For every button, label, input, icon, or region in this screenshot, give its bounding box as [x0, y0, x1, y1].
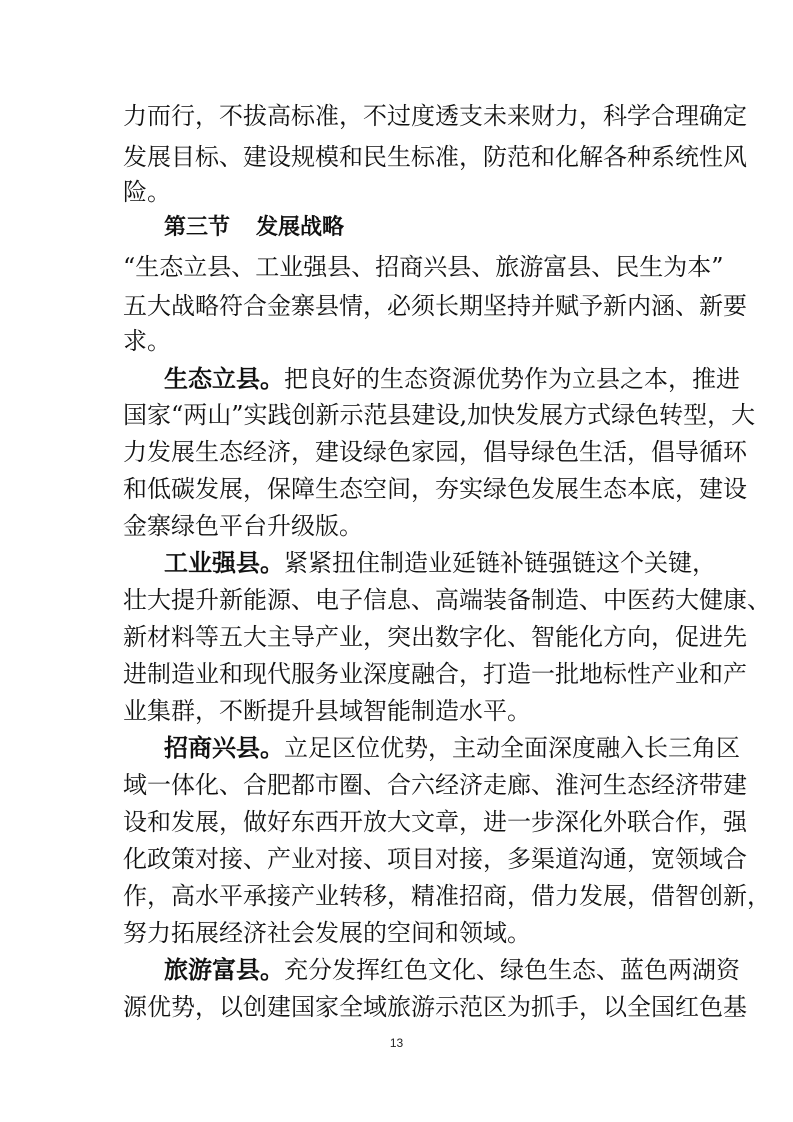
text-line: 力发展生态经济，建设绿色家园，倡导绿色生活，倡导循环 — [123, 438, 747, 466]
text-line: 设和发展，做好东西开放大文章，进一步深化外联合作，强 — [123, 808, 747, 836]
text-line: 五大战略符合金寨县情，必须长期坚持并赋予新内涵、新要 — [123, 292, 747, 320]
text-line: 业集群，不断提升县域智能制造水平。 — [123, 697, 531, 725]
text-line: 险。 — [123, 178, 171, 206]
strategy-term-investment: 招商兴县。 — [164, 733, 284, 762]
page-number: 13 — [389, 1036, 404, 1050]
text-line: 和低碳发展，保障生态空间，夯实绿色发展生态本底，建设 — [123, 475, 747, 503]
section-number: 第三节 — [164, 214, 231, 240]
paragraph-first-line: 旅游富县。充分发挥红色文化、绿色生态、蓝色两湖资 — [164, 955, 740, 984]
text-line: 国家“两山”实践创新示范县建设,加快发展方式绿色转型，大 — [123, 401, 756, 429]
text-line: 求。 — [123, 327, 171, 355]
text-line: 金寨绿色平台升级版。 — [123, 512, 363, 540]
text-line: 力而行，不拔高标准，不过度透支未来财力，科学合理确定 — [123, 102, 747, 130]
strategy-term-industry: 工业强县。 — [164, 548, 284, 577]
text-line: 新材料等五大主导产业，突出数字化、智能化方向，促进先 — [123, 623, 747, 651]
text-line: 域一体化、合肥都市圈、合六经济走廊、淮河生态经济带建 — [123, 771, 747, 799]
strategy-term-tourism: 旅游富县。 — [164, 955, 284, 984]
section-title: 发展战略 — [256, 214, 345, 240]
text-line: 进制造业和现代服务业深度融合，打造一批地标性产业和产 — [123, 660, 747, 688]
text-line: 作，高水平承接产业转移，精准招商，借力发展，借智创新， — [123, 882, 771, 910]
text-line: 化政策对接、产业对接、项目对接，多渠道沟通，宽领域合 — [123, 845, 747, 873]
text-line: 源优势，以创建国家全域旅游示范区为抓手，以全国红色基 — [123, 993, 747, 1021]
text-line: “生态立县、工业强县、招商兴县、旅游富县、民生为本” — [123, 253, 724, 281]
paragraph-first-line: 工业强县。紧紧扭住制造业延链补链强链这个关键， — [164, 548, 716, 577]
text-line: 壮大提升新能源、电子信息、高端装备制造、中医药大健康、 — [123, 586, 771, 614]
section-heading — [164, 211, 344, 243]
paragraph-first-line: 生态立县。把良好的生态资源优势作为立县之本，推进 — [164, 364, 740, 393]
text-line: 发展目标、建设规模和民生标准，防范和化解各种系统性风 — [123, 143, 747, 171]
text-line: 努力拓展经济社会发展的空间和领域。 — [123, 919, 531, 947]
strategy-term-ecology: 生态立县。 — [164, 364, 284, 393]
paragraph-first-line: 招商兴县。立足区位优势，主动全面深度融入长三角区 — [164, 733, 740, 762]
